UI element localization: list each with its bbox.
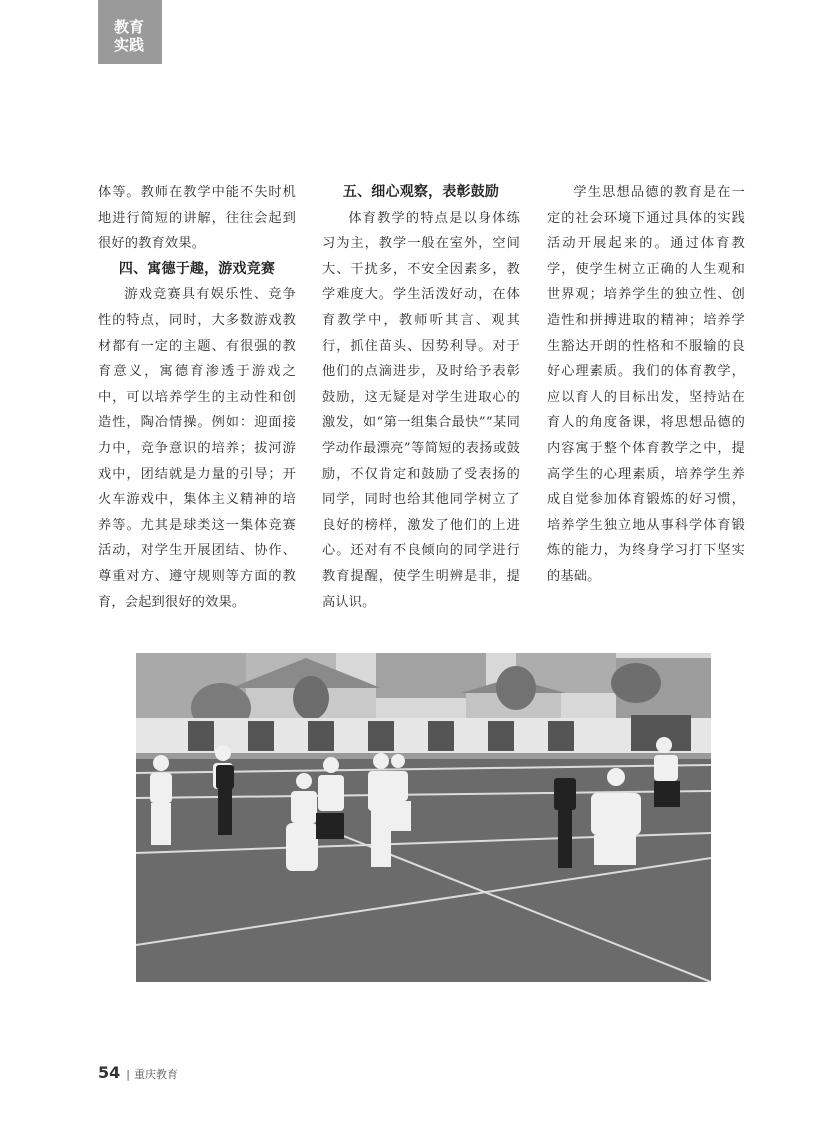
- text-column-1: [98, 180, 296, 615]
- page-footer: [98, 1063, 178, 1082]
- paragraph: 体等。教师在教学中能不失时机地进行简短的讲解，往往会起到很好的教育效果。: [98, 185, 296, 252]
- section-heading: 五、细心观察，表彰鼓励: [342, 184, 500, 200]
- paragraph: 学生思想品德的教育是在一定的社会环境下通过具体的实践活动开展起来的。通过体育教学，使学生树立正确的人生观和世界观；培养学生的独立性、创造性和拼搏进取的精神；培养学生豁达开朗的性格和不服输的良好心理素质。我们的体育教学，应以育人的目标出发，坚持站在育人的角度备课，将思想品德的内容寓于整个体育教学之中，提高学生的心理素质，培养学生养成自觉参加体育锻炼的好习惯，培养学生独立地从事科学体育锻炼的能力，为终身学习打下坚实的基础。: [547, 185, 745, 584]
- section-tag: [98, 0, 162, 64]
- photo-illustration: [136, 653, 711, 982]
- paragraph: 游戏竞赛具有娱乐性、竞争性的特点，同时，大多数游戏教材都有一定的主题、有很强的教育意义，寓德育渗透于游戏之中，可以培养学生的主动性和创造性，陶冶情操。例如：迎面接力中，竞争意识的培养；拔河游戏中，团结就是力量的引导；开火车游戏中，集体主义精神的培养等。尤其是球类这一集体竞赛活动，对学生开展团结、协作、尊重对方、遵守规则等方面的教育，会起到很好的效果。: [98, 287, 296, 610]
- section-heading: 四、寓德于趣，游戏竞赛: [118, 260, 276, 277]
- section-tag-line1: 教育: [114, 18, 145, 36]
- children-playing-photo: [136, 653, 711, 982]
- footer-separator: |: [126, 1068, 130, 1081]
- section-tag-line2: 实践: [114, 36, 145, 54]
- page-number: 54: [98, 1063, 121, 1082]
- text-column-2: [322, 180, 520, 615]
- text-column-3: [547, 180, 745, 590]
- paragraph: 体育教学的特点是以身体练习为主，教学一般在室外，空间大、干扰多，不安全因素多，教学难度大。学生活泼好动，在体育教学中，教师听其言、观其行，抓住苗头、因势利导。对于他们的点滴进步，及时给予表彰鼓励，这无疑是对学生进取心的激发，如“第一组集合最快”“某同学动作最漂亮”等简短的表扬或鼓励，不仅肯定和鼓励了受表扬的同学，同时也给其他同学树立了良好的榜样，激发了他们的上进心。还对有不良倾向的同学进行教育提醒，使学生明辨是非，提高认识。: [322, 210, 520, 610]
- journal-name: 重庆教育: [133, 1068, 178, 1081]
